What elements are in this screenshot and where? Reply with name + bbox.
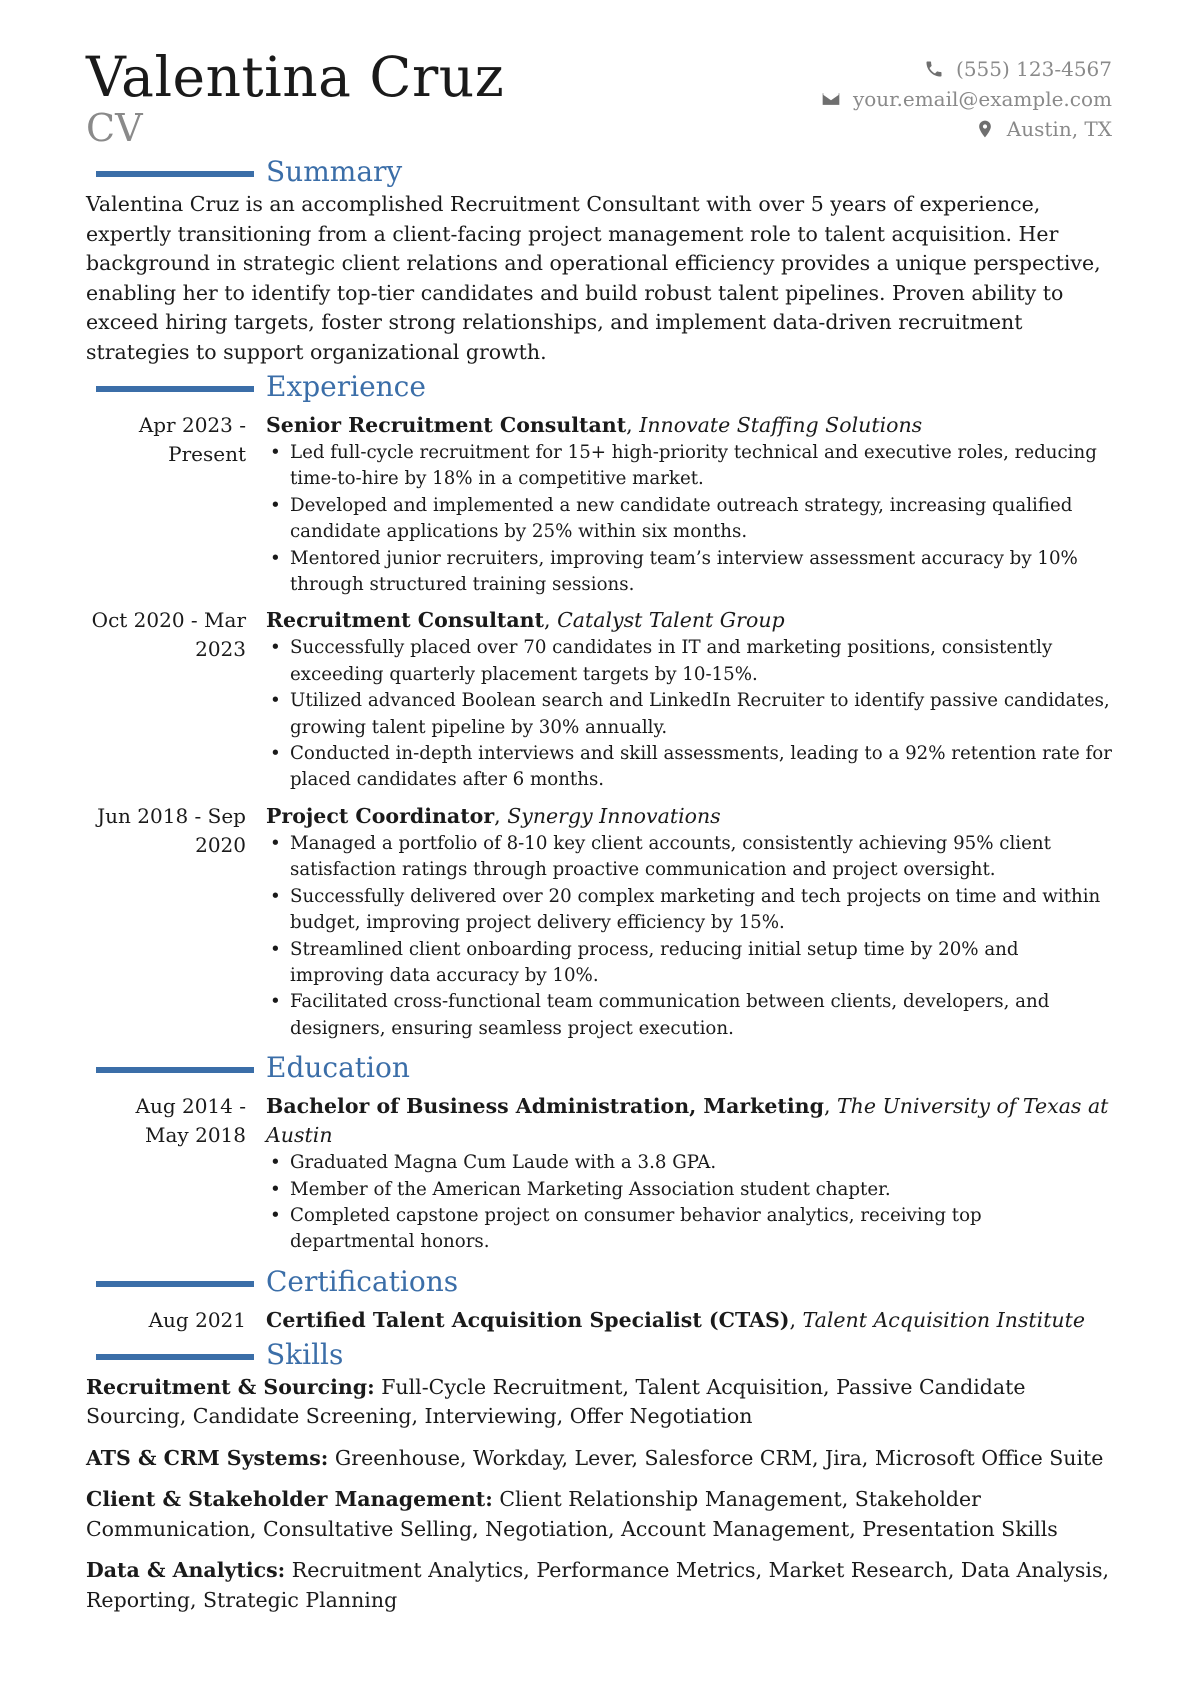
list-item: • Led full-cycle recruitment for 15+ high-priority technical and executive roles, reducing time-to-hire by 18% in a competitive market. xyxy=(290,440,1112,493)
entry-date: Aug 2014 - May 2018 xyxy=(135,1094,246,1148)
list-item: • Conducted in-depth interviews and skill assessments, leading to a 92% retention rate for placed candidates after 6 months. xyxy=(290,741,1112,794)
section-heading xyxy=(86,369,1112,405)
education-section xyxy=(86,1050,1112,1256)
certification-entry xyxy=(86,1306,1112,1335)
email-text: your.email@example.com xyxy=(852,87,1112,111)
skill-group xyxy=(86,1556,1112,1615)
document-type: CV xyxy=(86,106,143,150)
list-item: • Facilitated cross-functional team communication between clients, developers, and designers, ensuring seamless project execution. xyxy=(290,989,1112,1042)
section-heading xyxy=(86,1264,1112,1300)
entry-bullets xyxy=(266,440,1112,598)
experience-entry xyxy=(86,802,1112,1042)
list-item: • Member of the American Marketing Association student chapter. xyxy=(290,1177,1112,1203)
section-title: Skills xyxy=(266,1337,344,1371)
experience-section xyxy=(86,369,1112,1042)
skill-group-label: Client & Stakeholder Management: xyxy=(86,1487,493,1512)
skill-group-text: Full-Cycle Recruitment, Talent Acquisition, Passive Candidate Sourcing, Candidate Screening, Interviewing, Offer Negotiation xyxy=(86,1374,1026,1429)
list-item: • Managed a portfolio of 8-10 key client accounts, consistently achieving 95% client satisfaction ratings through proactive communication and project oversight. xyxy=(290,831,1112,884)
header xyxy=(86,44,1112,154)
section-rule xyxy=(96,1354,254,1360)
phone-text: (555) 123-4567 xyxy=(956,57,1112,81)
experience-entry xyxy=(86,411,1112,598)
skill-group-text: Client Relationship Management, Stakeholder Communication, Consultative Selling, Negotiation, Account Management, Presentation Skills xyxy=(86,1487,1058,1541)
envelope-icon xyxy=(821,89,841,109)
entry-body xyxy=(266,802,1112,1042)
section-heading xyxy=(86,1050,1112,1086)
entry-body xyxy=(266,411,1112,598)
entry-body xyxy=(266,1092,1112,1256)
entry-role: Senior Recruitment Consultant xyxy=(266,413,627,437)
entry-bullets xyxy=(266,635,1112,793)
contact-phone xyxy=(821,54,1112,84)
location-text: Austin, TX xyxy=(1006,117,1112,141)
phone-icon xyxy=(924,59,944,79)
entry-date: Apr 2023 - Present xyxy=(138,413,246,466)
skill-group-text: Greenhouse, Workday, Lever, Salesforce CRM, Jira, Microsoft Office Suite xyxy=(334,1445,1104,1470)
section-title: Certifications xyxy=(266,1264,459,1298)
contact-location xyxy=(821,114,1112,144)
map-pin-icon xyxy=(975,119,995,139)
section-rule xyxy=(96,171,254,177)
entry-title: Project Coordinator, Synergy Innovations xyxy=(266,803,721,828)
skill-group xyxy=(86,1485,1112,1544)
entry-date: Oct 2020 - Mar 2023 xyxy=(91,608,246,662)
contact-email xyxy=(821,84,1112,114)
section-rule xyxy=(96,1281,254,1287)
entry-bullets xyxy=(266,831,1112,1042)
list-item: • Streamlined client onboarding process, reducing initial setup time by 20% and improving data accuracy by 10%. xyxy=(290,937,1112,990)
section-heading xyxy=(86,154,1112,190)
skill-group xyxy=(86,1373,1112,1432)
skill-group-text: Recruitment Analytics, Performance Metrics, Market Research, Data Analysis, Reporting, Strategic Planning xyxy=(86,1558,1110,1612)
skill-group-label: Data & Analytics: xyxy=(86,1558,286,1583)
entry-title: Senior Recruitment Consultant, Innovate Staffing Solutions xyxy=(266,413,923,437)
entry-date: Aug 2021 xyxy=(148,1307,246,1332)
education-entry xyxy=(86,1092,1112,1256)
entry-org: Innovate Staffing Solutions xyxy=(639,413,923,437)
cv-page xyxy=(86,44,1112,1627)
section-title: Education xyxy=(266,1051,410,1085)
entry-date: Jun 2018 - Sep 2020 xyxy=(97,803,246,857)
section-rule xyxy=(96,1067,254,1073)
entry-org: Talent Acquisition Institute xyxy=(802,1307,1086,1332)
certifications-section xyxy=(86,1264,1112,1335)
experience-entry xyxy=(86,606,1112,793)
section-heading xyxy=(86,1337,1112,1373)
entry-role: Recruitment Consultant xyxy=(266,608,545,633)
list-item: • Completed capstone project on consumer behavior analytics, receiving top departmental honors. xyxy=(290,1203,1112,1256)
entry-body xyxy=(266,1306,1112,1335)
skill-group-label: Recruitment & Sourcing: xyxy=(86,1374,375,1399)
entry-org: The University of Texas at Austin xyxy=(266,1094,1109,1148)
entry-role: Project Coordinator xyxy=(266,803,495,828)
list-item: • Utilized advanced Boolean search and LinkedIn Recruiter to identify passive candidates, growing talent pipeline by 30% annually. xyxy=(290,688,1112,741)
entry-title: Bachelor of Business Administration, Marketing, The University of Texas at Austin xyxy=(266,1094,1109,1148)
summary-text: Valentina Cruz is an accomplished Recruitment Consultant with over 5 years of experience, expertly transitioning from a client-facing project management role to talent acquisition. Her background in strategic client relations and operational efficiency provides a unique perspective, enabling her to identify top-tier candidates and build robust talent pipelines. Proven ability to exceed hiring targets, foster strong relationships, and implement data-driven recruitment strategies to support organizational growth. xyxy=(86,192,1101,364)
list-item: • Mentored junior recruiters, improving team’s interview assessment accuracy by 10% through structured training sessions. xyxy=(290,546,1112,599)
entry-bullets xyxy=(266,1150,1112,1256)
entry-body xyxy=(266,606,1112,793)
list-item: • Successfully delivered over 20 complex marketing and tech projects on time and within budget, improving project delivery efficiency by 15%. xyxy=(290,884,1112,937)
entry-degree: Bachelor of Business Administration, Marketing xyxy=(266,1094,824,1119)
section-title: Experience xyxy=(266,370,426,403)
section-rule xyxy=(96,386,254,392)
entry-title: Certified Talent Acquisition Specialist (CTAS), Talent Acquisition Institute xyxy=(266,1307,1086,1332)
contact-block xyxy=(821,54,1112,144)
entry-org: Catalyst Talent Group xyxy=(557,608,785,633)
summary-section xyxy=(86,154,1112,367)
candidate-name: Valentina Cruz xyxy=(86,45,505,109)
skill-group-label: ATS & CRM Systems: xyxy=(86,1445,329,1470)
list-item: • Successfully placed over 70 candidates in IT and marketing positions, consistently exceeding quarterly placement targets by 10-15%. xyxy=(290,635,1112,688)
entry-certification: Certified Talent Acquisition Specialist (CTAS) xyxy=(266,1307,790,1332)
list-item: • Developed and implemented a new candidate outreach strategy, increasing qualified candidate applications by 25% within six months. xyxy=(290,493,1112,546)
skill-group xyxy=(86,1444,1112,1474)
entry-org: Synergy Innovations xyxy=(507,803,721,828)
list-item: • Graduated Magna Cum Laude with a 3.8 GPA. xyxy=(290,1150,1112,1176)
entry-title: Recruitment Consultant, Catalyst Talent Group xyxy=(266,608,785,633)
section-title: Summary xyxy=(266,155,403,188)
skills-section xyxy=(86,1337,1112,1616)
